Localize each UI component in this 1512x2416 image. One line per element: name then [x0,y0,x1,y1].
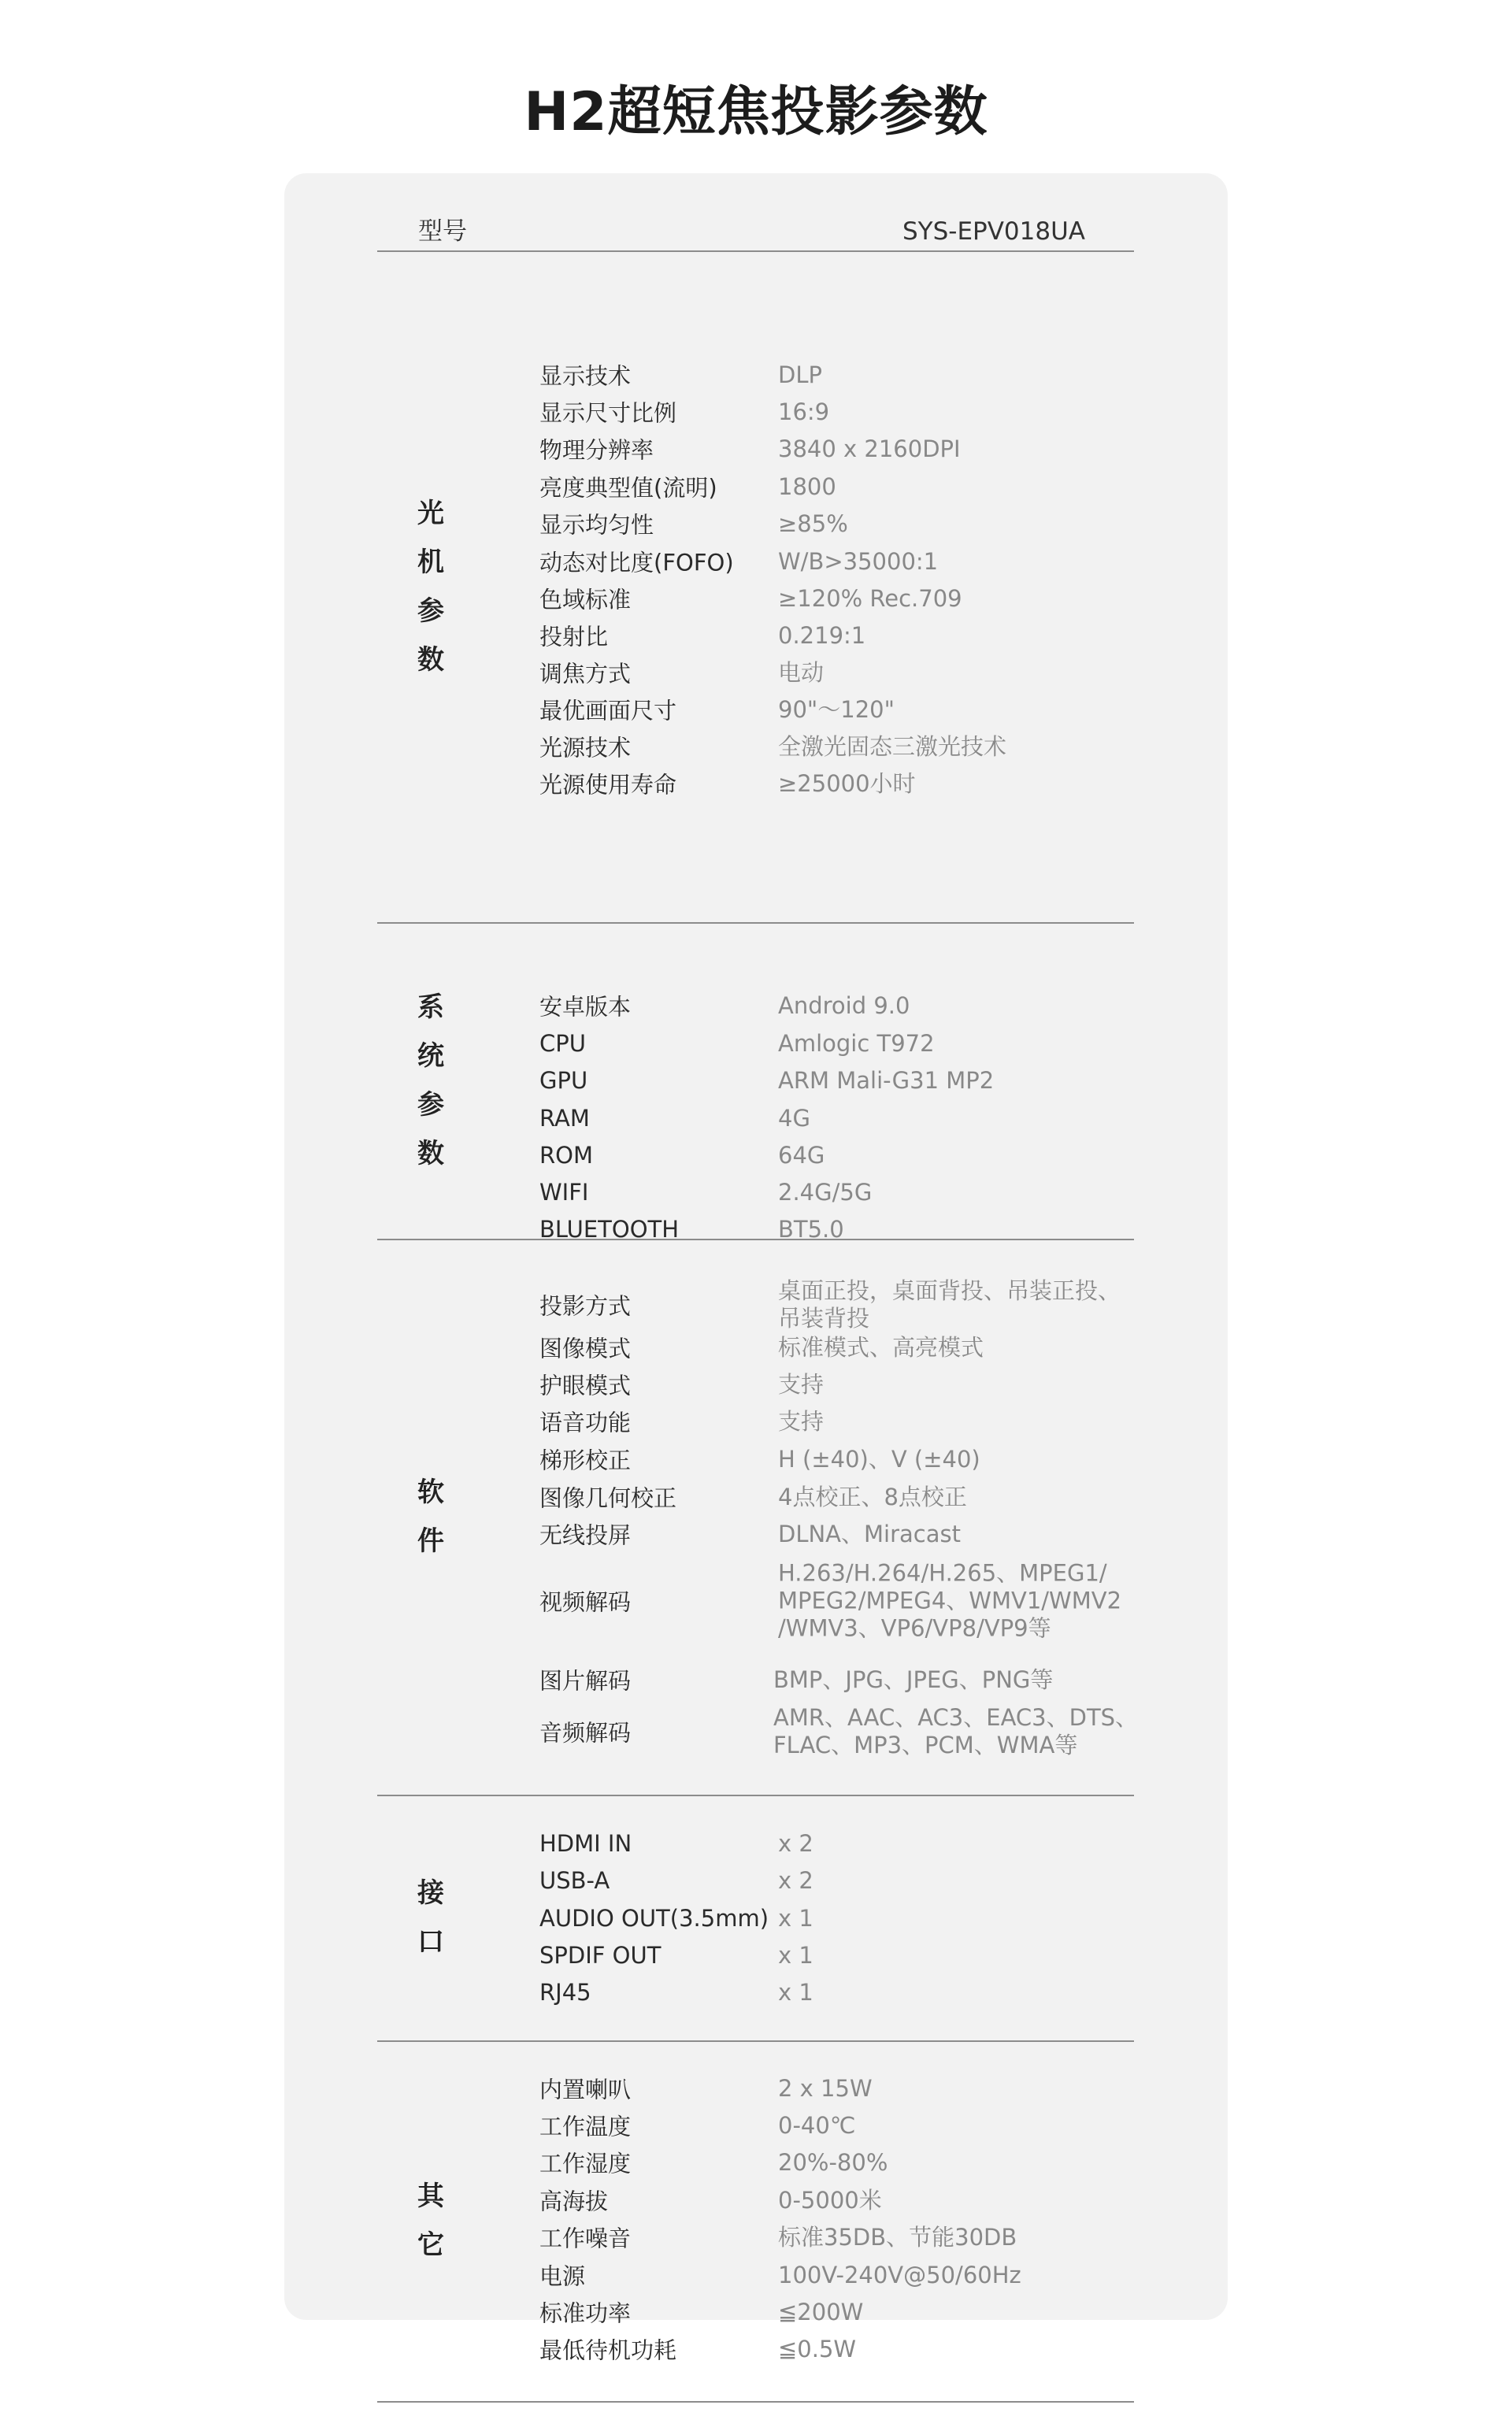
spec-section [377,1239,1139,1796]
spec-value: 标准模式、高亮模式 [778,1334,984,1361]
section-title-char: 光 [417,497,444,529]
spec-value: W/B>35000:1 [778,548,939,575]
spec-key: SPDIF OUT [539,1942,662,1969]
spec-value: DLP [778,361,822,388]
spec-value: H (±40)、V (±40) [778,1446,980,1473]
section-title [415,1239,447,1795]
spec-value: 90"～120" [778,696,895,723]
spec-value: 0-5000米 [778,2187,882,2214]
spec-key: 无线投屏 [539,1521,632,1549]
spec-value: 标准35DB、节能30DB [778,2224,1017,2251]
spec-key: 标准功率 [539,2299,632,2327]
spec-key: 显示尺寸比例 [539,399,677,427]
spec-key: 工作湿度 [539,2150,632,2177]
spec-value: AMR、AAC、AC3、EAC3、DTS、 FLAC、MP3、PCM、WMA等 [773,1704,1139,1758]
spec-section [377,250,1134,924]
section-title-char: 其 [417,2181,444,2212]
spec-section [377,1795,1134,2042]
spec-key: 显示技术 [539,362,632,390]
spec-key: USB-A [539,1867,610,1894]
spec-key: 图像模式 [539,1335,632,1362]
section-title-char: 数 [417,643,444,676]
model-value: SYS-EPV018UA [902,217,1085,246]
spec-key: 音频解码 [539,1719,632,1747]
section-title-char: 系 [417,991,444,1023]
spec-value: x 1 [778,1905,813,1932]
spec-key: 调焦方式 [539,660,632,687]
spec-key: 光源使用寿命 [539,771,677,799]
spec-value: ≥120% Rec.709 [778,585,962,612]
spec-value: 2.4G/5G [778,1179,873,1206]
spec-key: 语音功能 [539,1409,632,1436]
spec-value: 支持 [778,1371,825,1398]
spec-section [377,922,1134,1243]
spec-key: HDMI IN [539,1830,632,1857]
spec-value: 0-40℃ [778,2112,856,2139]
spec-value: 64G [778,1142,825,1169]
spec-key: RJ45 [539,1979,591,2006]
spec-value: Android 9.0 [778,992,910,1019]
spec-value: BT5.0 [778,1216,844,1243]
spec-value: x 1 [778,1942,813,1969]
spec-key: 显示均匀性 [539,511,654,539]
model-label: 型号 [418,217,467,246]
spec-key: 图片解码 [539,1667,632,1695]
spec-value: ≦200W [778,2299,864,2325]
spec-value: 电动 [778,659,825,686]
section-title-char: 它 [417,2229,444,2261]
spec-value: H.263/H.264/H.265、MPEG1/ MPEG2/MPEG4、WMV1/WMV2 /WMV3、VP6/VP8/VP9等 [778,1559,1122,1642]
section-title-char: 口 [417,1926,444,1958]
spec-key: 动态对比度(FOFO) [539,549,734,576]
spec-value: 3840 x 2160DPI [778,435,961,462]
spec-key: 亮度典型值(流明) [539,474,717,502]
spec-key: 色域标准 [539,586,632,613]
spec-key: WIFI [539,1179,589,1206]
spec-key: 工作噪音 [539,2225,632,2252]
spec-value: DLNA、Miracast [778,1521,961,1547]
spec-key: 安卓版本 [539,993,632,1021]
spec-key: 物理分辨率 [539,436,654,464]
spec-value: 4点校正、8点校正 [778,1484,967,1510]
spec-key: 光源技术 [539,734,632,761]
spec-key: 电源 [539,2262,586,2290]
spec-key: 工作温度 [539,2113,632,2140]
spec-value: 支持 [778,1408,825,1435]
spec-key: 投影方式 [539,1292,632,1320]
spec-section [377,2040,1134,2403]
spec-key: CPU [539,1030,586,1057]
spec-key: 高海拔 [539,2188,609,2215]
spec-key: 视频解码 [539,1588,632,1616]
section-title-char: 参 [417,1089,444,1121]
spec-value: 20%-80% [778,2149,888,2176]
spec-value: Amlogic T972 [778,1030,935,1057]
spec-key: 最低待机功耗 [539,2336,677,2364]
spec-key: 图像几何校正 [539,1484,677,1512]
spec-value: 桌面正投，桌面背投、吊装正投、 吊装背投 [778,1277,1121,1332]
spec-value: x 2 [778,1830,813,1857]
spec-value: BMP、JPG、JPEG、PNG等 [773,1666,1054,1693]
spec-value: ≥25000小时 [778,770,916,797]
section-title [415,922,447,1239]
section-title-char: 接 [417,1877,444,1909]
spec-key: 护眼模式 [539,1372,632,1399]
spec-key: ROM [539,1142,593,1169]
spec-value: x 2 [778,1867,813,1894]
model-row [377,214,1134,252]
section-title [415,1795,447,2040]
section-title [415,2040,447,2401]
spec-value: ARM Mali-G31 MP2 [778,1067,995,1094]
spec-key: 最优画面尺寸 [539,697,677,724]
spec-key: GPU [539,1067,588,1094]
section-title-char: 件 [417,1525,444,1557]
spec-value: 全激光固态三激光技术 [778,733,1007,760]
spec-value: 16:9 [778,398,830,425]
spec-value: 100V-240V@50/60Hz [778,2262,1021,2288]
section-title [415,250,447,922]
section-title-char: 统 [417,1040,444,1072]
spec-value: 1800 [778,473,836,500]
spec-key: 内置喇叭 [539,2076,632,2103]
spec-card [284,173,1228,2364]
spec-value: 0.219:1 [778,622,866,649]
section-title-char: 软 [417,1477,444,1508]
spec-value: ≦0.5W [778,2336,857,2362]
spec-key: RAM [539,1105,590,1132]
section-title-char: 机 [417,546,444,578]
spec-key: 梯形校正 [539,1447,632,1474]
spec-value: x 1 [778,1979,813,2006]
section-title-char: 数 [417,1138,444,1169]
page-title: H2超短焦投影参数 [524,81,988,143]
spec-key: 投射比 [539,623,609,650]
section-title-char: 参 [417,595,444,627]
spec-value: 2 x 15W [778,2075,873,2102]
spec-key: AUDIO OUT(3.5mm) [539,1905,769,1932]
spec-value: ≥85% [778,510,848,537]
spec-key: BLUETOOTH [539,1216,680,1243]
spec-value: 4G [778,1105,810,1132]
